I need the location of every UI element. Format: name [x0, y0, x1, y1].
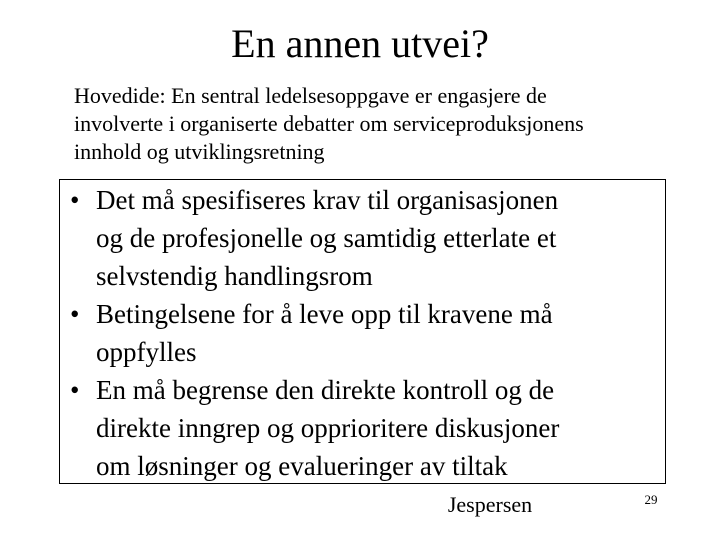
bullet-item-limit-control — [60, 371, 665, 485]
bullet-line: selvstendig handlingsrom — [96, 261, 373, 291]
bullet-box — [59, 179, 666, 484]
bullet-line: oppfylles — [96, 337, 197, 367]
bullet-item-specify-requirements — [60, 181, 665, 295]
main-idea-line: Hovedide: En sentral ledelsesoppgave er engasjere de — [74, 83, 547, 108]
bullet-dot-icon: • — [70, 299, 80, 329]
bullet-line: om løsninger og evalueringer av tiltak — [96, 451, 508, 481]
bullet-list — [60, 181, 665, 485]
bullet-line: En må begrense den direkte kontroll og de — [96, 375, 555, 405]
page-number: 29 — [644, 492, 658, 507]
bullet-line: Betingelsene for å leve opp til kravene må — [96, 299, 553, 329]
bullet-line: Det må spesifiseres krav til organisasjonen — [96, 185, 559, 215]
bullet-item-conditions — [60, 295, 665, 371]
bullet-dot-icon: • — [70, 185, 80, 215]
bullet-line: og de profesjonelle og samtidig etterlate et — [96, 223, 557, 253]
main-idea-line: involverte i organiserte debatter om serviceproduksjonens — [74, 111, 584, 136]
slide-title: En annen utvei? — [231, 21, 489, 66]
footer-author: Jespersen — [447, 492, 533, 517]
main-idea-text — [74, 82, 674, 166]
bullet-line: direkte inngrep og opprioritere diskusjoner — [96, 413, 560, 443]
bullet-dot-icon: • — [70, 375, 80, 405]
main-idea-line: innhold og utviklingsretning — [74, 139, 325, 164]
